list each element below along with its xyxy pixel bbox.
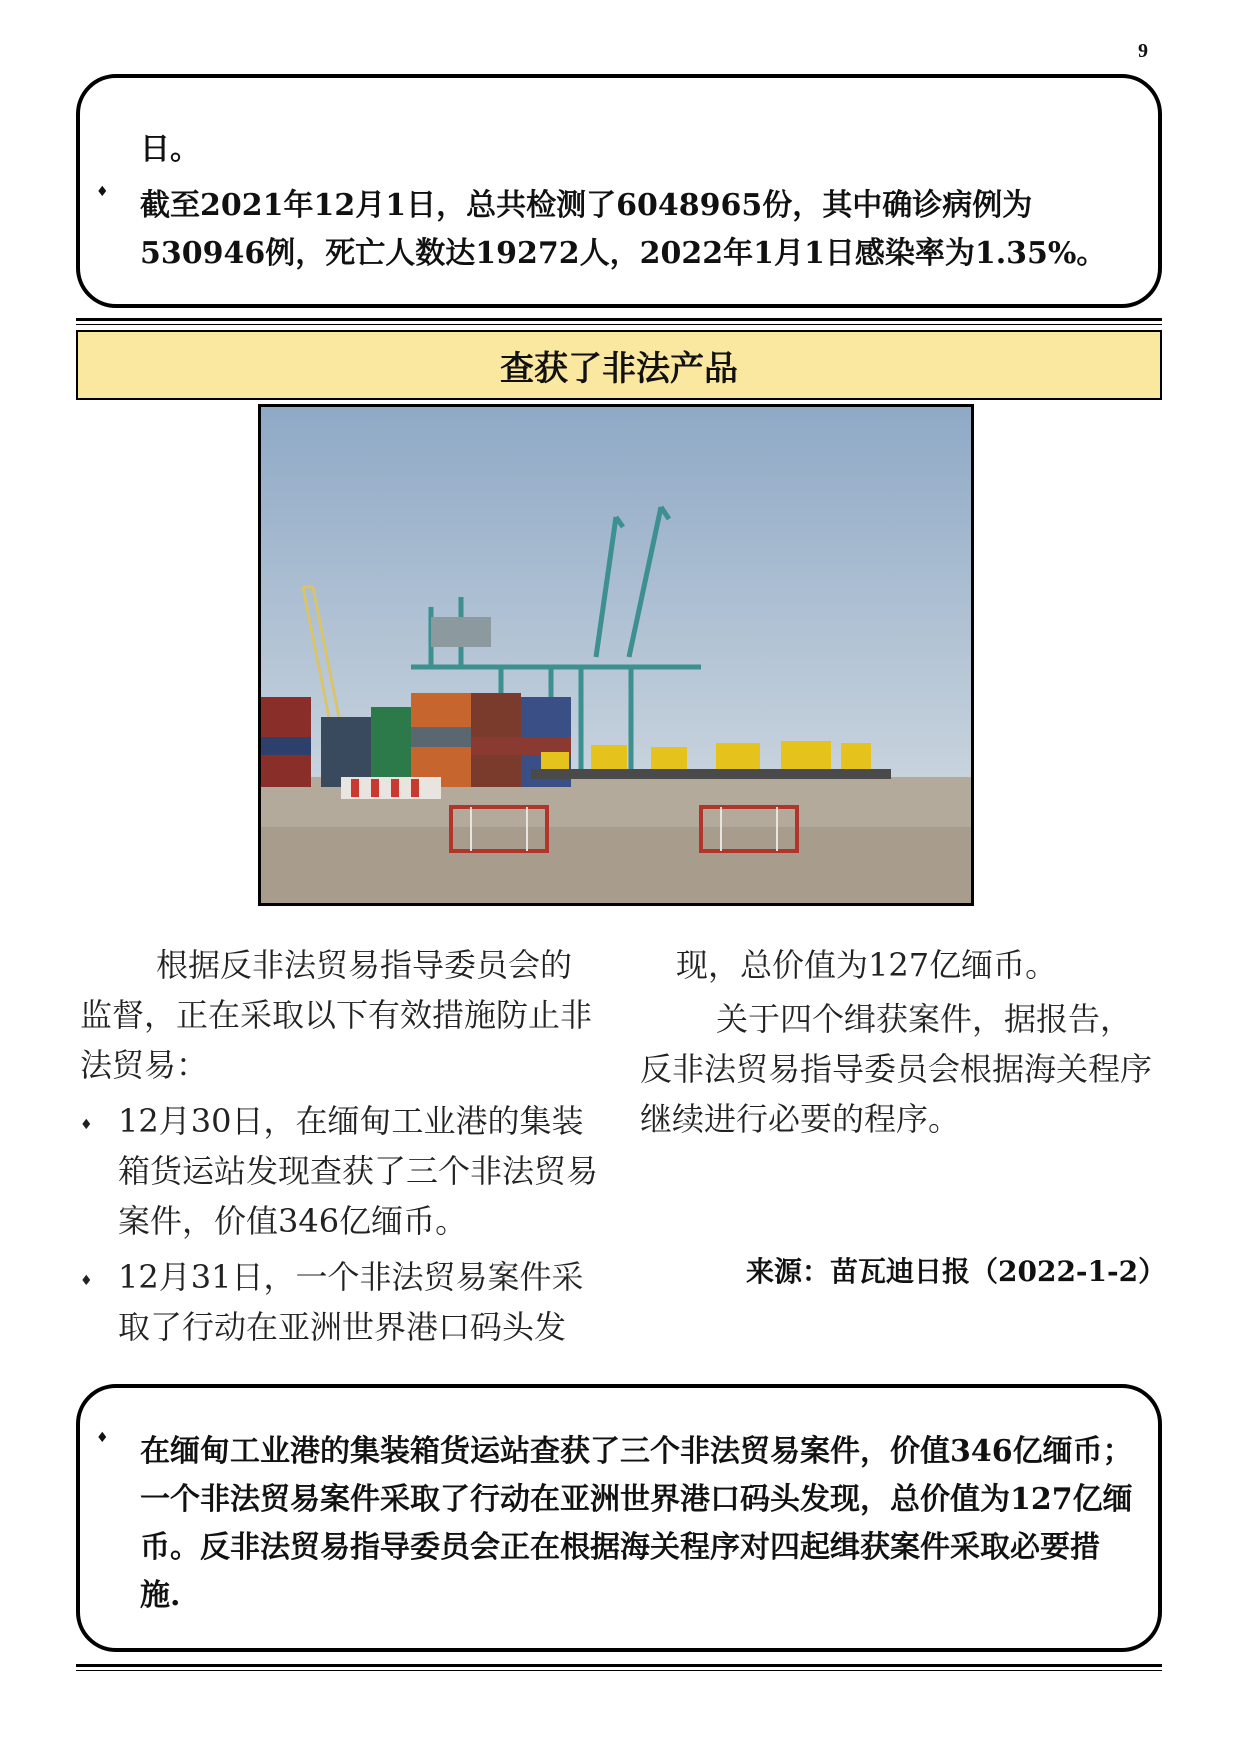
- divider: [76, 318, 1162, 325]
- continuation-text: 日。: [140, 132, 200, 167]
- page-number: 9: [1138, 40, 1148, 62]
- bullet-item: [96, 1428, 1136, 1620]
- port-photo: [258, 404, 974, 906]
- diamond-bullet-icon: ♦: [96, 1430, 109, 1446]
- continuation-paragraph: 现，总价值为127亿缅币。: [676, 946, 1058, 984]
- list-item-text: 12月31日，一个非法贸易案件采取了行动在亚洲世界港口码头发: [118, 1258, 584, 1346]
- intro-paragraph: 根据反非法贸易指导委员会的监督，正在采取以下有效措施防止非法贸易：: [80, 946, 593, 1084]
- summary-box-bottom: [76, 1384, 1162, 1652]
- section-title: 查获了非法产品: [76, 330, 1162, 400]
- diamond-bullet-icon: ♦: [96, 184, 109, 200]
- article-right-column: [640, 940, 1160, 1144]
- bullet-text: 截至2021年12月1日，总共检测了6048965份，其中确诊病例为530946例，死亡人数达19272人，2022年1月1日感染率为1.35%。: [140, 188, 1107, 271]
- list-item: [80, 1252, 600, 1352]
- body-paragraph: 关于四个缉获案件，据报告，反非法贸易指导委员会根据海关程序继续进行必要的程序。: [640, 1000, 1153, 1138]
- list-item: [80, 1096, 600, 1246]
- bullet-item: [96, 182, 1136, 278]
- divider: [76, 1664, 1162, 1671]
- article-left-column: [80, 940, 600, 1352]
- summary-box-top: [76, 74, 1162, 308]
- source-citation: 来源：苗瓦迪日报（2022-1-2）: [746, 1255, 1167, 1288]
- diamond-bullet-icon: ♦: [80, 1273, 93, 1289]
- bullet-text: 在缅甸工业港的集装箱货运站查获了三个非法贸易案件，价值346亿缅币；一个非法贸易案件采取了行动在亚洲世界港口码头发现，总价值为127亿缅币。反非法贸易指导委员会正在根据海关程序对四起缉获案件采取必要措施.: [140, 1434, 1133, 1613]
- diamond-bullet-icon: ♦: [80, 1117, 93, 1133]
- list-item-text: 12月30日，在缅甸工业港的集装箱货运站发现查获了三个非法贸易案件，价值346亿缅币。: [118, 1102, 599, 1240]
